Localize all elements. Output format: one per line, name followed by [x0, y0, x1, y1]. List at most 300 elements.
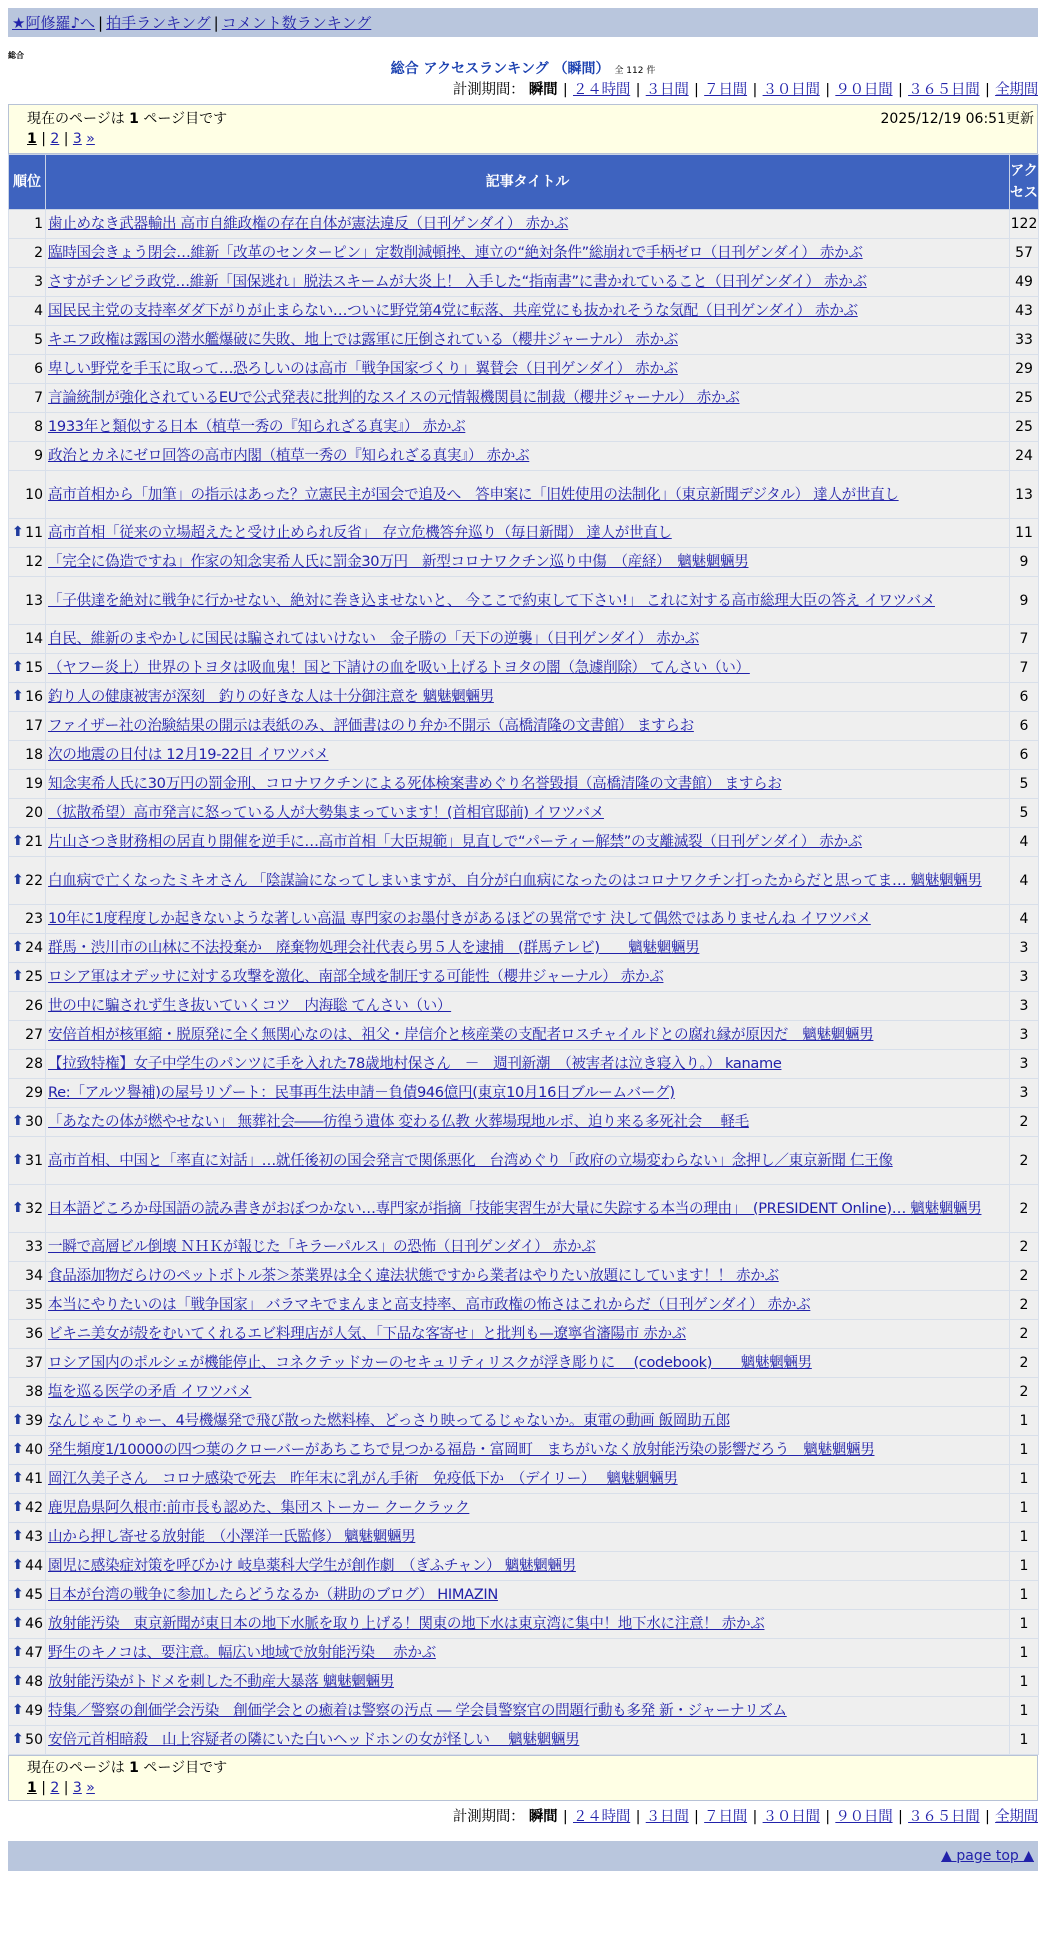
article-link[interactable]: 政治とカネにゼロ回答の高市内閣（植草一秀の『知られざる真実』） 赤かぶ	[48, 447, 530, 464]
rank-number: 44	[25, 1558, 43, 1574]
title-cell	[46, 905, 1010, 934]
article-link[interactable]: 岡江久美子さん コロナ感染で死去 昨年末に乳がん手術 免疫低下か （デイリー） 魑魅魍魎男	[48, 1470, 678, 1487]
rank-cell	[9, 1262, 46, 1291]
rank-up-arrow-icon: ⬆	[12, 688, 24, 704]
article-link[interactable]: 野生のキノコは、要注意。幅広い地域で放射能汚染 赤かぶ	[48, 1644, 436, 1661]
table-row	[9, 1108, 1039, 1137]
access-count: 1	[1010, 1494, 1039, 1523]
header-title: 記事タイトル	[46, 155, 1010, 210]
rank-number: 39	[25, 1413, 43, 1429]
rank-up-arrow-icon: ⬆	[12, 1702, 24, 1718]
title-cell	[46, 1185, 1010, 1233]
table-row	[9, 992, 1039, 1021]
access-count: 1	[1010, 1407, 1039, 1436]
rank-cell	[9, 625, 46, 654]
table-row	[9, 1494, 1039, 1523]
rank-cell	[9, 442, 46, 471]
access-count: 1	[1010, 1639, 1039, 1668]
table-row	[9, 519, 1039, 548]
rank-cell	[9, 1349, 46, 1378]
article-link[interactable]: 食品添加物だらけのペットボトル茶＞茶業界は全く違法状態ですから業者はやりたい放題にしています！！ 赤かぶ	[48, 1267, 779, 1284]
title-cell	[46, 548, 1010, 577]
rank-cell	[9, 654, 46, 683]
rank-cell	[9, 297, 46, 326]
period-7d[interactable]: ７日間	[704, 1809, 748, 1825]
rank-number: 17	[25, 718, 43, 734]
period-30d[interactable]: ３０日間	[762, 82, 820, 98]
access-count: 2	[1010, 1262, 1039, 1291]
access-count: 2	[1010, 1108, 1039, 1137]
rank-number: 46	[25, 1616, 43, 1632]
rank-cell	[9, 471, 46, 519]
rank-cell	[9, 519, 46, 548]
nav-link-comment-ranking[interactable]: コメント数ランキング	[221, 14, 372, 32]
rank-number: 49	[25, 1703, 43, 1719]
page-link-1[interactable]: 1	[27, 131, 37, 147]
table-row	[9, 770, 1039, 799]
access-count: 24	[1010, 442, 1039, 471]
article-link[interactable]: （拡散希望）高市発言に怒っている人が大勢集まっています！(首相官邸前) イワツバメ	[48, 804, 604, 821]
access-count: 1	[1010, 1436, 1039, 1465]
table-row	[9, 1465, 1039, 1494]
rank-number: 43	[25, 1529, 43, 1545]
title-cell	[46, 1108, 1010, 1137]
table-row	[9, 384, 1039, 413]
rank-number: 25	[25, 969, 43, 985]
access-count: 33	[1010, 326, 1039, 355]
title-cell	[46, 1494, 1010, 1523]
rank-number: 35	[25, 1297, 43, 1313]
access-count: 25	[1010, 413, 1039, 442]
rank-up-arrow-icon: ⬆	[12, 1731, 24, 1747]
article-link[interactable]: 次の地震の日付は 12月19-22日 イワツバメ	[48, 746, 329, 763]
table-row	[9, 741, 1039, 770]
rank-number: 24	[25, 940, 43, 956]
table-row	[9, 1137, 1039, 1185]
period-365d[interactable]: ３６５日間	[908, 1809, 980, 1825]
rank-number: 10	[25, 486, 43, 503]
table-row	[9, 355, 1039, 384]
rank-cell	[9, 741, 46, 770]
table-row	[9, 1320, 1039, 1349]
table-row	[9, 1610, 1039, 1639]
rank-number: 1	[34, 216, 43, 232]
table-row	[9, 471, 1039, 519]
article-link[interactable]: 白血病で亡くなったミキオさん 「陰謀論になってしまいますが、自分が白血病になったのはコロナワクチン打ったからだと思ってま… 魑魅魍魎男	[48, 871, 982, 889]
pagination-top: 1 | 2 | 3 »	[27, 131, 95, 147]
access-count: 6	[1010, 683, 1039, 712]
title-cell	[46, 654, 1010, 683]
title-cell	[46, 471, 1010, 519]
table-row	[9, 1021, 1039, 1050]
rank-cell	[9, 1494, 46, 1523]
rank-number: 26	[25, 998, 43, 1014]
rank-number: 21	[25, 834, 43, 850]
access-count: 1	[1010, 1581, 1039, 1610]
access-count: 1	[1010, 1465, 1039, 1494]
period-current: 瞬間	[528, 1809, 558, 1825]
article-link[interactable]: なんじゃこりゃー、4号機爆発で飛び散った燃料棒、どっさり映ってるじゃないか。東電の動画 飯岡助五郎	[48, 1412, 730, 1429]
article-link[interactable]: キエフ政権は露国の潜水艦爆破に失敗、地上では露軍に圧倒されている（櫻井ジャーナル） 赤かぶ	[48, 331, 678, 348]
title-cell	[46, 1552, 1010, 1581]
rank-number: 30	[25, 1114, 43, 1130]
access-count: 3	[1010, 1021, 1039, 1050]
rank-up-arrow-icon: ⬆	[12, 1528, 24, 1544]
article-link[interactable]: 知念実希人氏に30万円の罰金刑、コロナワクチンによる死体検案書めぐり名誉毀損（高橋清隆の文書館） ますらお	[48, 775, 782, 792]
ranking-table	[8, 154, 1039, 1755]
rank-number: 32	[25, 1200, 43, 1217]
rank-up-arrow-icon: ⬆	[12, 939, 24, 955]
rank-cell	[9, 1050, 46, 1079]
page-link-next[interactable]: »	[86, 1780, 95, 1796]
rank-number: 27	[25, 1027, 43, 1043]
article-link[interactable]: 放射能汚染がトドメを刺した不動産大暴落 魑魅魍魎男	[48, 1673, 394, 1690]
table-row	[9, 1581, 1039, 1610]
access-count: 1	[1010, 1610, 1039, 1639]
page-info-top	[8, 104, 1038, 154]
title-cell	[46, 519, 1010, 548]
access-count: 57	[1010, 239, 1039, 268]
article-link[interactable]: ロシア軍はオデッサに対する攻撃を激化、南部全域を制圧する可能性（櫻井ジャーナル） 赤かぶ	[48, 968, 664, 985]
access-count: 6	[1010, 741, 1039, 770]
period-7d[interactable]: ７日間	[704, 82, 748, 98]
category-label: 総合	[8, 51, 24, 60]
article-link[interactable]: 「子供達を絶対に戦争に行かせない、絶対に巻き込ませないと、 今ここで約束して下さい!」 これに対する高市総理大臣の答え イワツバメ	[48, 591, 935, 609]
rank-number: 47	[25, 1645, 43, 1661]
page-link-2[interactable]: 2	[50, 131, 60, 147]
rank-number: 29	[25, 1085, 43, 1101]
access-count: 1	[1010, 1726, 1039, 1755]
rank-up-arrow-icon: ⬆	[12, 871, 24, 888]
rank-cell	[9, 268, 46, 297]
article-link[interactable]: ファイザー社の治験結果の開示は表紙のみ、評価書はのり弁か不開示（高橋清隆の文書館） ますらお	[48, 717, 694, 734]
rank-cell	[9, 239, 46, 268]
title-cell	[46, 210, 1010, 239]
access-count: 2	[1010, 1137, 1039, 1185]
rank-up-arrow-icon: ⬆	[12, 1113, 24, 1129]
table-row	[9, 577, 1039, 625]
access-count: 2	[1010, 1378, 1039, 1407]
table-row	[9, 1349, 1039, 1378]
article-link[interactable]: 言論統制が強化されているEUで公式発表に批判的なスイスの元情報機関員に制裁（櫻井ジャーナル） 赤かぶ	[48, 389, 740, 406]
pagination-bottom: 1 | 2 | 3 »	[27, 1780, 95, 1796]
nav-link-asyura[interactable]: ★阿修羅♪へ	[12, 14, 96, 32]
article-link[interactable]: 片山さつき財務相の居直り開催を逆手に…高市首相「大臣規範」見直しで“パーティー解禁”の支離滅裂（日刊ゲンダイ） 赤かぶ	[48, 833, 863, 850]
rank-number: 42	[25, 1500, 43, 1516]
ranking-count: 全 112 件	[614, 66, 656, 76]
access-count: 4	[1010, 905, 1039, 934]
rank-cell	[9, 1523, 46, 1552]
access-count: 2	[1010, 1320, 1039, 1349]
rank-cell	[9, 770, 46, 799]
period-30d[interactable]: ３０日間	[762, 1809, 820, 1825]
article-link[interactable]: 安倍元首相暗殺 山上容疑者の隣にいた白いヘッドホンの女が怪しい 魑魅魍魎男	[48, 1731, 580, 1748]
article-link[interactable]: ビキニ美女が殻をむいてくれるエビ料理店が人気、「下品な客寄せ」と批判も—遼寧省瀋陽市 赤かぶ	[48, 1325, 686, 1342]
title-cell	[46, 1291, 1010, 1320]
rank-cell	[9, 828, 46, 857]
rank-cell	[9, 413, 46, 442]
article-link[interactable]: 本当にやりたいのは「戦争国家」 バラマキでまんまと高支持率、高市政権の怖さはこれからだ（日刊ゲンダイ） 赤かぶ	[48, 1296, 811, 1313]
table-row	[9, 1552, 1039, 1581]
rank-up-arrow-icon: ⬆	[12, 1470, 24, 1486]
rank-cell	[9, 683, 46, 712]
title-cell	[46, 413, 1010, 442]
table-row	[9, 963, 1039, 992]
table-row	[9, 1378, 1039, 1407]
access-count: 5	[1010, 799, 1039, 828]
article-link[interactable]: 特集／警察の創価学会汚染 創価学会との癒着は警察の汚点 ― 学会員警察官の問題行動も多発 新・ジャーナリズム	[48, 1702, 787, 1719]
article-link[interactable]: 一瞬で高層ビル倒壊 ＮＨＫが報じた「キラーパルス」の恐怖（日刊ゲンダイ） 赤かぶ	[48, 1238, 596, 1255]
article-link[interactable]: 鹿児島県阿久根市:前市長も認めた、集団ストーカー クークラック	[48, 1499, 470, 1516]
rank-number: 45	[25, 1587, 43, 1603]
rank-number: 14	[25, 631, 43, 647]
access-count: 3	[1010, 934, 1039, 963]
title-cell	[46, 1079, 1010, 1108]
title-cell	[46, 577, 1010, 625]
article-link[interactable]: 日本が台湾の戦争に参加したらどうなるか（耕助のブログ） HIMAZIN	[48, 1586, 498, 1603]
title-cell	[46, 268, 1010, 297]
access-count: 43	[1010, 297, 1039, 326]
title-cell	[46, 384, 1010, 413]
access-count: 122	[1010, 210, 1039, 239]
page-link-3[interactable]: 3	[72, 1780, 82, 1796]
period-3d[interactable]: ３日間	[645, 1809, 689, 1825]
table-row	[9, 413, 1039, 442]
title-cell	[46, 1465, 1010, 1494]
rank-number: 22	[25, 872, 43, 889]
article-link[interactable]: 発生頻度1/10000の四つ葉のクローバーがあちこちで見つかる福島・富岡町 まちがいなく放射能汚染の影響だろう 魑魅魍魎男	[48, 1441, 875, 1458]
rank-number: 2	[34, 245, 43, 261]
article-link[interactable]: 群馬・渋川市の山林に不法投棄か 廃棄物処理会社代表ら男５人を逮捕 (群馬テレビ) 魑魅魍魎男	[48, 939, 700, 956]
access-count: 3	[1010, 963, 1039, 992]
rank-number: 7	[34, 390, 43, 406]
rank-cell	[9, 799, 46, 828]
rank-number: 3	[34, 274, 43, 290]
table-row	[9, 625, 1039, 654]
table-row	[9, 1436, 1039, 1465]
rank-number: 50	[25, 1732, 43, 1748]
page-top-link[interactable]: ▲ page top ▲	[941, 1848, 1034, 1864]
period-365d[interactable]: ３６５日間	[908, 82, 980, 98]
rank-number: 34	[25, 1268, 43, 1284]
page-link-2[interactable]: 2	[50, 1780, 60, 1796]
article-link[interactable]: さすがチンピラ政党…維新「国保逃れ」脱法スキームが大炎上！ 入手した“指南書”に書かれていること（日刊ゲンダイ） 赤かぶ	[48, 273, 867, 290]
access-count: 3	[1010, 1050, 1039, 1079]
rank-number: 13	[25, 592, 43, 609]
table-row	[9, 1050, 1039, 1079]
table-row	[9, 1291, 1039, 1320]
rank-cell	[9, 963, 46, 992]
ranking-title	[8, 60, 1038, 80]
current-page-text: 現在のページは 1 ページ目です	[27, 111, 228, 127]
rank-number: 36	[25, 1326, 43, 1342]
article-link[interactable]: 「あなたの体が燃やせない」 無葬社会――彷徨う遺体 変わる仏教 火葬場現地ルポ、迫り来る多死社会 軽毛	[48, 1113, 749, 1130]
table-header-row	[9, 155, 1039, 210]
table-row	[9, 1407, 1039, 1436]
page-link-next[interactable]: »	[86, 131, 95, 147]
title-cell	[46, 712, 1010, 741]
period-90d[interactable]: ９０日間	[835, 82, 893, 98]
rank-cell	[9, 1378, 46, 1407]
period-selector-bottom: 計測期間： 瞬間 | ２４時間 | ３日間 | ７日間 | ３０日間 | ９０日間 | ３６５日間 | 全期間	[452, 1809, 1038, 1825]
rank-cell	[9, 1291, 46, 1320]
article-link[interactable]: 放射能汚染 東京新聞が東日本の地下水脈を取り上げる！関東の地下水は東京湾に集中！地下水に注意！ 赤かぶ	[48, 1615, 765, 1632]
article-link[interactable]: 1933年と類似する日本（植草一秀の『知られざる真実』） 赤かぶ	[48, 418, 466, 435]
access-count: 1	[1010, 1697, 1039, 1726]
article-link[interactable]: 【拉致特権】女子中学生のパンツに手を入れた78歳地村保さん － 週刊新潮 （被害者は泣き寝入り。） kaname	[48, 1055, 782, 1072]
title-cell	[46, 1639, 1010, 1668]
access-count: 2	[1010, 1233, 1039, 1262]
table-row	[9, 934, 1039, 963]
title-cell	[46, 1021, 1010, 1050]
period-3d[interactable]: ３日間	[645, 82, 689, 98]
ranking-table-body	[9, 210, 1039, 1755]
access-count: 13	[1010, 471, 1039, 519]
rank-cell	[9, 1185, 46, 1233]
table-row	[9, 799, 1039, 828]
article-link[interactable]: 山から押し寄せる放射能 （小澤洋一氏監修） 魑魅魍魎男	[48, 1528, 416, 1545]
title-cell	[46, 239, 1010, 268]
rank-cell	[9, 1552, 46, 1581]
rank-number: 28	[25, 1056, 43, 1072]
title-cell	[46, 442, 1010, 471]
rank-number: 48	[25, 1674, 43, 1690]
title-cell	[46, 963, 1010, 992]
rank-cell	[9, 1108, 46, 1137]
title-cell	[46, 1523, 1010, 1552]
title-cell	[46, 1137, 1010, 1185]
rank-up-arrow-icon: ⬆	[12, 1586, 24, 1602]
access-count: 1	[1010, 1668, 1039, 1697]
rank-cell	[9, 577, 46, 625]
title-cell	[46, 770, 1010, 799]
table-row	[9, 297, 1039, 326]
period-label: 計測期間：	[452, 1809, 525, 1825]
article-link[interactable]: 歯止めなき武器輸出 高市自維政権の存在自体が憲法違反（日刊ゲンダイ） 赤かぶ	[48, 215, 569, 232]
title-cell	[46, 934, 1010, 963]
title-cell	[46, 1378, 1010, 1407]
rank-number: 19	[25, 776, 43, 792]
rank-cell	[9, 1697, 46, 1726]
access-count: 6	[1010, 712, 1039, 741]
rank-cell	[9, 1407, 46, 1436]
table-row	[9, 828, 1039, 857]
article-link[interactable]: 釣り人の健康被害が深刻 釣りの好きな人は十分御注意を 魑魅魍魎男	[48, 688, 494, 705]
article-link[interactable]: （ヤフー炎上）世界のトヨタは吸血鬼！国と下請けの血を吸い上げるトヨタの闇（急遽削除） てんさい（い）	[48, 659, 750, 676]
table-row	[9, 1726, 1039, 1755]
rank-number: 5	[34, 332, 43, 348]
period-all[interactable]: 全期間	[995, 82, 1038, 98]
period-selector: 計測期間： 瞬間 | ２４時間 | ３日間 | ７日間 | ３０日間 | ９０日間 | ３６５日間 | 全期間	[452, 82, 1038, 98]
article-link[interactable]: Re:「アルツ譽補)の屋号リゾート：民事再生法申請－負債946億円(東京10月16日ブルームバーグ)	[48, 1084, 675, 1101]
updated-timestamp: 2025/12/19 06:51更新	[880, 111, 1034, 127]
top-nav: ★阿修羅♪へ | 拍手ランキング | コメント数ランキング	[8, 8, 1038, 37]
access-count: 2	[1010, 1349, 1039, 1378]
access-count: 1	[1010, 1523, 1039, 1552]
access-count: 3	[1010, 1079, 1039, 1108]
period-24h[interactable]: ２４時間	[572, 82, 631, 98]
rank-cell	[9, 1668, 46, 1697]
table-row	[9, 210, 1039, 239]
rank-number: 20	[25, 805, 43, 821]
article-link[interactable]: 高市首相「従来の立場超えたと受け止められ反省」 存立危機答弁巡り（毎日新聞） 達人が世直し	[48, 524, 672, 541]
rank-number: 16	[25, 689, 43, 705]
rank-cell	[9, 1079, 46, 1108]
table-row	[9, 654, 1039, 683]
article-link[interactable]: 高市首相、中国と「率直に対話」…就任後初の国会発言で関係悪化 台湾めぐり「政府の立場変わらない」念押し／東京新聞 仁王像	[48, 1151, 893, 1169]
title-cell	[46, 1233, 1010, 1262]
article-link[interactable]: 自民、維新のまやかしに国民は騙されてはいけない 金子勝の「天下の逆襲」（日刊ゲンダイ） 赤かぶ	[48, 630, 700, 647]
title-cell	[46, 625, 1010, 654]
rank-cell	[9, 355, 46, 384]
article-link[interactable]: 園児に感染症対策を呼びかけ 岐阜薬科大学生が創作劇 （ぎふチャン） 魑魅魍魎男	[48, 1557, 576, 1574]
article-link[interactable]: 塩を巡る医学の矛盾 イワツバメ	[48, 1383, 252, 1400]
period-all[interactable]: 全期間	[995, 1809, 1038, 1825]
table-row	[9, 1697, 1039, 1726]
rank-number: 8	[34, 419, 43, 435]
rank-number: 33	[25, 1239, 43, 1255]
article-link[interactable]: 世の中に騙されず生き抜いていくコツ 内海聡 てんさい（い）	[48, 997, 452, 1014]
rank-number: 6	[34, 361, 43, 377]
article-link[interactable]: 「完全に偽造ですね」作家の知念実希人氏に罰金30万円 新型コロナワクチン巡り中傷 （産経） 魑魅魍魎男	[48, 553, 749, 570]
period-label: 計測期間：	[452, 82, 525, 98]
rank-number: 4	[34, 303, 43, 319]
article-link[interactable]: 安倍首相が核軍縮・脱原発に全く無関心なのは、祖父・岸信介と核産業の支配者ロスチャイルドとの腐れ縁が原因だ 魑魅魍魎男	[48, 1026, 874, 1043]
table-row	[9, 1079, 1039, 1108]
access-count: 4	[1010, 828, 1039, 857]
article-link[interactable]: 日本語どころか母国語の読み書きがおぼつかない…専門家が指摘「技能実習生が大量に失踪する本当の理由」 (PRESIDENT Online)… 魑魅魍魎男	[48, 1199, 982, 1217]
access-count: 29	[1010, 355, 1039, 384]
article-link[interactable]: 卑しい野党を手玉に取って…恐ろしいのは高市「戦争国家づくり」翼賛会（日刊ゲンダイ） 赤かぶ	[48, 360, 678, 377]
rank-up-arrow-icon: ⬆	[12, 1412, 24, 1428]
rank-cell	[9, 1021, 46, 1050]
article-link[interactable]: 高市首相から「加筆」の指示はあった？立憲民主が国会で追及へ 答申案に「旧姓使用の法制化」（東京新聞デジタル） 達人が世直し	[48, 485, 899, 503]
rank-up-arrow-icon: ⬆	[12, 1151, 24, 1168]
article-link[interactable]: 臨時国会きょう閉会…維新「改革のセンターピン」定数削減頓挫、連立の“絶対条件”総崩れで手柄ゼロ（日刊ゲンダイ） 赤かぶ	[48, 244, 863, 261]
rank-cell	[9, 1639, 46, 1668]
page-info-bottom	[8, 1755, 1038, 1801]
rank-cell	[9, 548, 46, 577]
article-link[interactable]: 10年に1度程度しか起きないような著しい高温 専門家のお墨付きがあるほどの異常です 決して偶然ではありませんね イワツバメ	[48, 910, 871, 927]
title-cell	[46, 1262, 1010, 1291]
rank-cell	[9, 326, 46, 355]
page-link-3[interactable]: 3	[72, 131, 82, 147]
article-link[interactable]: 国民民主党の支持率ダダ下がりが止まらない…ついに野党第4党に転落、共産党にも抜かれそうな気配（日刊ゲンダイ） 赤かぶ	[48, 302, 858, 319]
page-link-1[interactable]: 1	[27, 1780, 37, 1796]
rank-number: 12	[25, 554, 43, 570]
nav-link-applause-ranking[interactable]: 拍手ランキング	[106, 14, 211, 32]
rank-cell	[9, 1581, 46, 1610]
article-link[interactable]: ロシア国内のポルシェが機能停止、コネクテッドカーのセキュリティリスクが浮き彫りに (codebook) 魑魅魍魎男	[48, 1354, 812, 1371]
title-cell	[46, 355, 1010, 384]
title-cell	[46, 992, 1010, 1021]
rank-cell	[9, 1137, 46, 1185]
table-row	[9, 712, 1039, 741]
table-row	[9, 1262, 1039, 1291]
rank-up-arrow-icon: ⬆	[12, 1499, 24, 1515]
title-cell	[46, 799, 1010, 828]
table-row	[9, 857, 1039, 905]
rank-cell	[9, 934, 46, 963]
period-90d[interactable]: ９０日間	[835, 1809, 893, 1825]
header-access: アクセス	[1010, 155, 1039, 210]
table-row	[9, 1233, 1039, 1262]
rank-number: 40	[25, 1442, 43, 1458]
period-24h[interactable]: ２４時間	[572, 1809, 631, 1825]
rank-cell	[9, 857, 46, 905]
rank-cell	[9, 384, 46, 413]
rank-cell	[9, 1436, 46, 1465]
